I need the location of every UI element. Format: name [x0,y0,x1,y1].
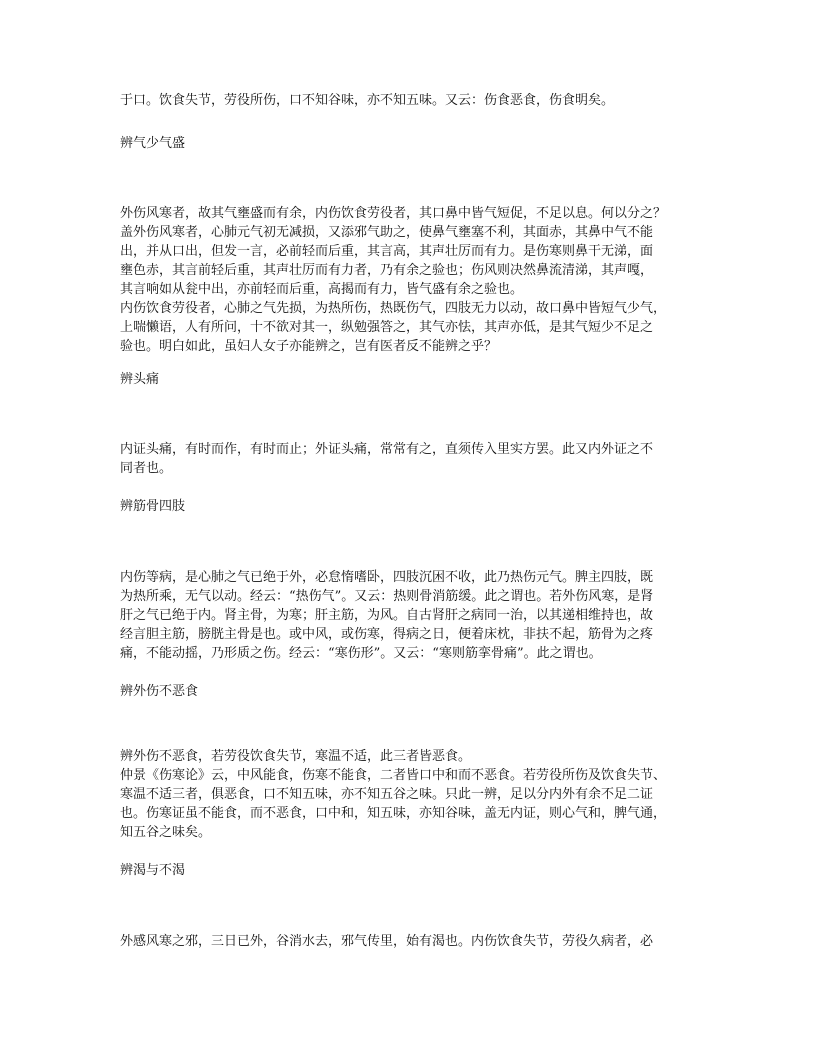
paragraph-line: 寒温不适三者，俱恶食，口不知五味，亦不知五谷之味。只此一辨，足以分内外有余不足二证 [120,787,654,802]
paragraph-line: 内伤饮食劳役者，心肺之气先损，为热所伤，热既伤气，四肢无力以动，故口鼻中皆短气少气， [120,301,667,316]
paragraph-line: 知五谷之味矣。 [120,825,212,840]
paragraph-line: 验也。明白如此，虽妇人女子亦能辨之，岂有医者反不能辨之乎？ [120,339,498,354]
paragraph-line: 内证头痛，有时而作，有时而止；外证头痛，常常有之，直须传入里实方罢。此又内外证之不 [120,442,654,457]
paragraph-line: 经言胆主筋，膀胱主骨是也。或中风，或伤寒，得病之日，便着床枕，非扶不起，筋骨为之疼 [120,627,654,642]
paragraph-line: 外感风寒之邪，三日已外，谷消水去，邪气传里，始有渴也。内伤饮食失节，劳役久病者，必 [120,934,654,949]
section-heading: 辨气少气盛 [120,136,186,151]
paragraph-line: 上喘懒语，人有所问，十不欲对其一，纵勉强答之，其气亦怯，其声亦低，是其气短少不足之 [120,320,654,335]
section-heading: 辨渴与不渴 [120,863,186,878]
paragraph-line: 其言响如从瓮中出，亦前轻而后重，高揭而有力，皆气盛有余之验也。 [120,282,524,297]
paragraph-line: 同者也。 [120,461,173,476]
paragraph-line: 盖外伤风寒者，心肺元气初无减损，又添邪气助之，使鼻气壅塞不利，其面赤，其鼻中气不能 [120,225,654,240]
paragraph-line: 也。伤寒证虽不能食，而不恶食，口中和，知五味，亦知谷味，盖无内证，则心气和，脾气通， [120,806,667,821]
paragraph-line: 外伤风寒者，故其气壅盛而有余，内伤饮食劳役者，其口鼻中皆气短促，不足以息。何以分之？ [120,206,667,221]
paragraph-line: 出，并从口出，但发一言，必前轻而后重，其言高，其声壮厉而有力。是伤寒则鼻干无涕，面 [120,244,654,259]
section-heading: 辨外伤不恶食 [120,684,199,699]
paragraph-line: 辨外伤不恶食，若劳役饮食失节，寒温不适，此三者皆恶食。 [120,749,472,764]
paragraph-line: 为热所乘，无气以动。经云：“热伤气”。又云：热则骨消筋缓。此之谓也。若外伤风寒，是肾 [120,589,654,604]
section-heading: 辨筋骨四肢 [120,499,186,514]
section-heading: 辨头痛 [120,372,160,387]
paragraph-line: 痛，不能动摇，乃形质之伤。经云：“寒伤形”。又云：“寒则筋挛骨痛”。此之谓也。 [120,646,602,661]
paragraph-line: 壅色赤，其言前轻后重，其声壮厉而有力者，乃有余之验也；伤风则决然鼻流清涕，其声嘎， [120,263,654,278]
paragraph-line: 肝之气已绝于内。肾主骨，为寒；肝主筋，为风。自古肾肝之病同一治，以其递相维持也，故 [120,608,654,623]
paragraph-line: 于口。饮食失节，劳役所伤，口不知谷味，亦不知五味。又云：伤食恶食，伤食明矣。 [120,93,615,108]
paragraph-line: 仲景《伤寒论》云，中风能食，伤寒不能食，二者皆口中和而不恶食。若劳役所伤及饮食失节、 [120,768,667,783]
paragraph-line: 内伤等病，是心肺之气已绝于外，必怠惰嗜卧，四肢沉困不收，此乃热伤元气。脾主四肢，既 [120,570,654,585]
